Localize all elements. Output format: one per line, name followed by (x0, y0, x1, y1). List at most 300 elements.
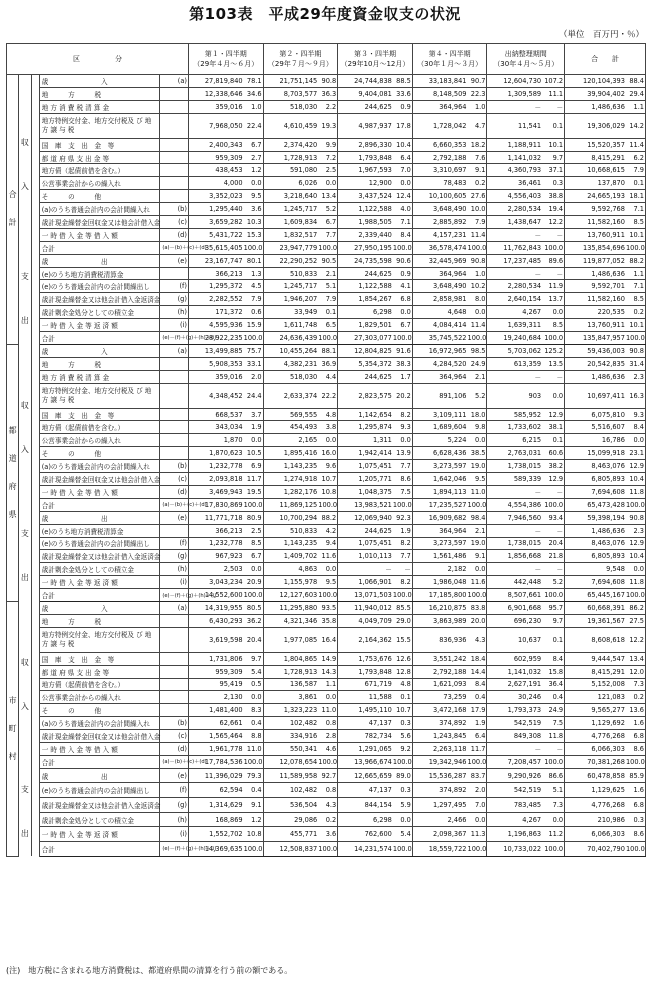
amount-cell: 4,554,386 (487, 498, 542, 511)
amount-cell: 1,297,495 (412, 798, 467, 813)
amount-cell: 959,309 (188, 151, 243, 164)
amount-cell: 6,026 (263, 177, 318, 190)
amount-cell: 10,668,615 (565, 164, 626, 177)
row-code: (b) (160, 203, 189, 216)
row-code: (e) (160, 511, 189, 524)
ratio-cell: 18.2 (468, 138, 487, 151)
amount-cell: 24,744,838 (338, 75, 393, 88)
amount-cell: 1,486,636 (565, 267, 626, 280)
amount-cell: 334,916 (263, 730, 318, 743)
amount-cell: 1,854,267 (338, 293, 393, 306)
ratio-cell: 1.6 (626, 783, 646, 798)
amount-cell: 14,552,600 (188, 589, 243, 602)
ratio-cell: 100.0 (393, 498, 412, 511)
ratio-cell: 100.0 (393, 241, 412, 254)
ratio-cell: 11.4 (468, 228, 487, 241)
amount-cell: － (487, 524, 542, 537)
ratio-cell: 10.5 (244, 447, 263, 460)
ratio-cell: 14.3 (318, 665, 337, 678)
amount-cell: 1,311 (338, 434, 393, 447)
header-line1: 第１・四半期 (204, 50, 247, 58)
amount-cell: 2,823,575 (338, 383, 393, 408)
unit-note: （単位 百万円・％） (558, 30, 644, 40)
amount-cell: 8,507,661 (487, 589, 542, 602)
table-row (7, 87, 646, 100)
ratio-cell: 11.6 (468, 576, 487, 589)
amount-cell: 1,689,604 (412, 421, 467, 434)
ratio-cell: 1.1 (626, 267, 646, 280)
header-line2: （29年７月～９月） (267, 60, 333, 68)
amount-cell: 210,986 (565, 812, 626, 827)
table-row (7, 473, 646, 486)
ratio-cell: 31.4 (626, 357, 646, 370)
amount-cell: 364,964 (412, 370, 467, 383)
ratio-cell: 27.6 (468, 190, 487, 203)
row-label (39, 601, 160, 614)
ratio-cell: 5.9 (393, 798, 412, 813)
ratio-cell: 2.0 (468, 783, 487, 798)
ratio-cell: 10.1 (542, 138, 565, 151)
amount-cell: 3,619,598 (188, 627, 243, 652)
row-label-text: 都 道 府 県 支 出 金 等 (41, 154, 110, 163)
amount-cell: 3,551,242 (412, 652, 467, 665)
amount-cell: 5,703,062 (487, 344, 542, 357)
group-brace (31, 511, 39, 601)
amount-cell: 16,972,965 (412, 344, 467, 357)
ratio-cell: 107.2 (542, 75, 565, 88)
section-label (7, 601, 19, 856)
amount-cell: 2,339,440 (338, 228, 393, 241)
amount-cell: 2,282,552 (188, 293, 243, 306)
row-code: (h) (160, 812, 189, 827)
amount-cell: 783,485 (487, 798, 542, 813)
row-label-text: 地 方 消 費 税 清 算 金 (41, 373, 110, 382)
row-label (39, 576, 160, 589)
ratio-cell: 36.3 (318, 87, 337, 100)
amount-cell: 70,402,790 (565, 842, 626, 857)
row-label-text: 一 時 借 入 金 等 借 入 額 (41, 745, 118, 754)
ratio-cell: 12.9 (626, 460, 646, 473)
row-label (39, 783, 160, 798)
table-row (7, 280, 646, 293)
ratio-cell: 100.0 (318, 498, 337, 511)
ratio-cell: 85.9 (626, 768, 646, 783)
ratio-cell: 0.5 (244, 678, 263, 691)
amount-cell: 102,482 (263, 717, 318, 730)
amount-cell: 8,463,076 (565, 460, 626, 473)
amount-cell: 2,098,367 (412, 827, 467, 842)
amount-cell: 5,908,353 (188, 357, 243, 370)
row-code: (e)－(f)＋(g)＋(h)＋(i) (160, 842, 189, 857)
ratio-cell: 2.1 (468, 370, 487, 383)
ratio-cell: 9.7 (542, 151, 565, 164)
row-label-text: (e)のうち普通会計内の会計間繰出し (41, 787, 150, 796)
amount-cell: 5,431,722 (188, 228, 243, 241)
ratio-cell: 125.2 (542, 344, 565, 357)
row-code: (g) (160, 550, 189, 563)
ratio-cell: 100.0 (318, 241, 337, 254)
row-code: (f) (160, 280, 189, 293)
amount-cell: 65,445,167 (565, 589, 626, 602)
header-line2: （30年１月～３月） (417, 60, 483, 68)
ratio-cell: 7.9 (318, 293, 337, 306)
ratio-cell: 0.2 (468, 177, 487, 190)
ratio-cell: 4.0 (393, 203, 412, 216)
row-label (39, 524, 160, 537)
ratio-cell: 2.5 (244, 524, 263, 537)
amount-cell: 510,833 (263, 267, 318, 280)
ratio-cell: 7.1 (626, 203, 646, 216)
ratio-cell: 5.6 (393, 730, 412, 743)
amount-cell: 3,310,697 (412, 164, 467, 177)
ratio-cell: 7.3 (626, 678, 646, 691)
amount-cell: － (487, 267, 542, 280)
row-label-text: 地 方 税 (41, 360, 102, 369)
row-label-text: (e)のうち普通会計内の会計間繰出し (41, 283, 150, 292)
table-row (7, 370, 646, 383)
ratio-cell: 7.7 (318, 228, 337, 241)
ratio-cell: 0.1 (542, 113, 565, 138)
amount-cell: 35,745,522 (412, 332, 467, 345)
table-row (7, 228, 646, 241)
row-code (160, 164, 189, 177)
amount-cell: 4,595,936 (188, 319, 243, 332)
ratio-cell: 93.5 (318, 601, 337, 614)
ratio-cell: 100.0 (542, 498, 565, 511)
ratio-cell: 100.0 (542, 332, 565, 345)
table-row (7, 485, 646, 498)
amount-cell: 2,633,374 (263, 383, 318, 408)
table-row (7, 75, 646, 88)
amount-cell: 1,143,235 (263, 537, 318, 550)
amount-cell: 12,078,654 (263, 755, 318, 768)
row-code (160, 614, 189, 627)
row-label (39, 241, 160, 254)
amount-cell: 14,319,955 (188, 601, 243, 614)
row-code: (c) (160, 216, 189, 229)
amount-cell: 4,987,937 (338, 113, 393, 138)
ratio-cell: － (542, 485, 565, 498)
ratio-cell: 18.4 (468, 652, 487, 665)
row-label (39, 812, 160, 827)
row-label-text: (a)のうち普通会計内の会計間繰入れ (41, 720, 150, 729)
amount-cell: 1,733,602 (487, 421, 542, 434)
amount-cell: 1,243,845 (412, 730, 467, 743)
amount-cell: 836,936 (412, 627, 467, 652)
ratio-cell: 5.4 (393, 827, 412, 842)
ratio-cell: 20.4 (244, 627, 263, 652)
amount-cell: 10,100,605 (412, 190, 467, 203)
amount-cell: 6,805,893 (565, 473, 626, 486)
row-label-text: 歳 入 (41, 77, 108, 86)
ratio-cell: 0.0 (468, 434, 487, 447)
ratio-cell: 27.5 (626, 614, 646, 627)
row-label-text: 公営事業会計からの繰入れ (41, 694, 121, 703)
ratio-cell: 100.0 (318, 842, 337, 857)
ratio-cell: 1.9 (468, 717, 487, 730)
row-code: (c) (160, 730, 189, 743)
ratio-cell: 100.0 (393, 842, 412, 857)
table-row (7, 563, 646, 576)
row-label (39, 319, 160, 332)
amount-cell: 21,751,145 (263, 75, 318, 88)
ratio-cell: 8.4 (542, 652, 565, 665)
table-row (7, 151, 646, 164)
row-code (160, 267, 189, 280)
amount-cell: 359,016 (188, 100, 243, 113)
ratio-cell: 11.3 (468, 827, 487, 842)
ratio-cell: 100.0 (393, 589, 412, 602)
ratio-cell: 13.7 (542, 293, 565, 306)
amount-cell: 1,309,589 (487, 87, 542, 100)
amount-cell: 65,473,428 (565, 498, 626, 511)
amount-cell: 11,940,012 (338, 601, 393, 614)
ratio-cell: 0.3 (393, 783, 412, 798)
amount-cell: 1,961,778 (188, 742, 243, 755)
ratio-cell: 20.0 (468, 614, 487, 627)
amount-cell: 1,295,440 (188, 203, 243, 216)
ratio-cell: 11.4 (468, 319, 487, 332)
ratio-cell: 9.5 (318, 576, 337, 589)
ratio-cell: 92.7 (318, 768, 337, 783)
amount-cell: 591,080 (263, 164, 318, 177)
ratio-cell: 0.2 (318, 812, 337, 827)
table-row (7, 408, 646, 421)
amount-cell: 1,314,629 (188, 798, 243, 813)
group-brace (31, 254, 39, 344)
ratio-cell: 90.5 (318, 254, 337, 267)
ratio-cell: 9.6 (318, 460, 337, 473)
ratio-cell: 8.5 (244, 537, 263, 550)
row-label-text: 歳 出 (41, 772, 108, 781)
footnote: (注) 地方税に含まれる地方消費税は、都道府県間の清算を行う前の額である。 (6, 966, 293, 975)
amount-cell: 60,668,391 (565, 601, 626, 614)
amount-cell: 13,966,674 (338, 755, 393, 768)
amount-cell: 59,398,194 (565, 511, 626, 524)
row-label (39, 742, 160, 755)
ratio-cell: 13.9 (393, 447, 412, 460)
group-name: 支出 (20, 529, 29, 583)
ratio-cell: 11.7 (244, 473, 263, 486)
ratio-cell: 1.2 (244, 164, 263, 177)
row-label-text: 合計 (41, 501, 55, 510)
table-row (7, 717, 646, 730)
row-code (160, 691, 189, 704)
ratio-cell: 2.3 (626, 524, 646, 537)
ratio-cell: 100.0 (468, 498, 487, 511)
amount-cell: 2,763,031 (487, 447, 542, 460)
amount-cell: 1,561,486 (412, 550, 467, 563)
ratio-cell: 100.0 (542, 241, 565, 254)
ratio-cell: 5.1 (542, 783, 565, 798)
amount-cell: 6,660,353 (412, 138, 467, 151)
amount-cell: 2,093,818 (188, 473, 243, 486)
ratio-cell: 20.4 (542, 537, 565, 550)
ratio-cell: 0.1 (318, 306, 337, 319)
amount-cell: 11,582,160 (565, 216, 626, 229)
ratio-cell: 88.4 (626, 75, 646, 88)
row-label (39, 768, 160, 783)
ratio-cell: 8.5 (542, 319, 565, 332)
ratio-cell: 0.2 (626, 306, 646, 319)
amount-cell: 1,728,042 (412, 113, 467, 138)
ratio-cell: 1.1 (626, 100, 646, 113)
ratio-cell: 7.5 (542, 717, 565, 730)
amount-cell: 9,592,768 (565, 203, 626, 216)
ratio-cell: 10.4 (626, 473, 646, 486)
ratio-cell: 7.0 (393, 164, 412, 177)
amount-cell: 12,604,730 (487, 75, 542, 88)
row-label (39, 177, 160, 190)
amount-cell: 1,639,311 (487, 319, 542, 332)
table-row (7, 665, 646, 678)
amount-cell: 1,274,918 (263, 473, 318, 486)
amount-cell: 364,964 (412, 524, 467, 537)
amount-cell: 844,154 (338, 798, 393, 813)
amount-cell: 5,152,008 (565, 678, 626, 691)
group-label (19, 75, 31, 255)
amount-cell: 35,615,405 (188, 241, 243, 254)
row-label (39, 344, 160, 357)
ratio-cell: 0.1 (626, 177, 646, 190)
ratio-cell: 80.5 (244, 601, 263, 614)
ratio-cell: 10.8 (244, 827, 263, 842)
ratio-cell: 9.4 (318, 537, 337, 550)
amount-cell: 4,382,231 (263, 357, 318, 370)
amount-cell: 2,374,420 (263, 138, 318, 151)
amount-cell: 3,648,490 (412, 280, 467, 293)
amount-cell: 33,949 (263, 306, 318, 319)
ratio-cell: 4.4 (318, 370, 337, 383)
amount-cell: 18,559,722 (412, 842, 467, 857)
total-row (7, 332, 646, 345)
ratio-cell: 90.8 (626, 511, 646, 524)
row-label (39, 267, 160, 280)
ratio-cell: 12.8 (393, 665, 412, 678)
ratio-cell: 100.0 (318, 332, 337, 345)
amount-cell: 1,245,717 (263, 203, 318, 216)
total-row (7, 755, 646, 768)
ratio-cell: 89.0 (393, 768, 412, 783)
amount-cell: 1,409,702 (263, 550, 318, 563)
amount-cell: 12,804,825 (338, 344, 393, 357)
row-label (39, 357, 160, 370)
amount-cell: 19,240,684 (487, 332, 542, 345)
ratio-cell: 4.1 (393, 280, 412, 293)
amount-cell: 11,295,880 (263, 601, 318, 614)
amount-cell: 903 (487, 383, 542, 408)
ratio-cell: 100.0 (318, 755, 337, 768)
amount-cell: 4,776,268 (565, 798, 626, 813)
ratio-cell: 19.0 (468, 460, 487, 473)
ratio-cell: 1.9 (393, 524, 412, 537)
amount-cell: 24,636,439 (263, 332, 318, 345)
amount-cell: 10,733,022 (487, 842, 542, 857)
amount-cell: 2,792,188 (412, 665, 467, 678)
row-code: (d) (160, 742, 189, 755)
row-label-text: 一 時 借 入 金 等 借 入 額 (41, 488, 118, 497)
amount-cell: 1,295,874 (338, 421, 393, 434)
ratio-cell: 15.9 (244, 319, 263, 332)
amount-cell: 12,127,603 (263, 589, 318, 602)
row-label (39, 704, 160, 717)
table-row (7, 783, 646, 798)
amount-cell: 1,291,065 (338, 742, 393, 755)
ratio-cell: 7.3 (542, 798, 565, 813)
amount-cell: 2,885,892 (412, 216, 467, 229)
row-label (39, 228, 160, 241)
header-period-settlement (487, 44, 565, 75)
amount-cell: 244,625 (338, 267, 393, 280)
ratio-cell: 22.4 (244, 113, 263, 138)
header-line1: 第２・四半期 (279, 50, 322, 58)
amount-cell: 1,323,223 (263, 704, 318, 717)
ratio-cell: 1.0 (244, 100, 263, 113)
ratio-cell: 12.0 (626, 665, 646, 678)
group-brace (31, 75, 39, 255)
row-label (39, 306, 160, 319)
ratio-cell: － (542, 370, 565, 383)
ratio-cell: 6.7 (244, 138, 263, 151)
amount-cell: 1,728,913 (263, 151, 318, 164)
amount-cell: 17,830,869 (188, 498, 243, 511)
ratio-cell: 21.8 (542, 550, 565, 563)
amount-cell: 8,415,291 (565, 151, 626, 164)
table-row (7, 357, 646, 370)
amount-cell: 585,952 (487, 408, 542, 421)
row-label (39, 798, 160, 813)
ratio-cell: 24.9 (468, 357, 487, 370)
amount-cell: 1,870,623 (188, 447, 243, 460)
amount-cell: 1,829,501 (338, 319, 393, 332)
amount-cell: 1,565,464 (188, 730, 243, 743)
ratio-cell: 7.0 (468, 798, 487, 813)
amount-cell: 7,968,050 (188, 113, 243, 138)
amount-cell: 891,106 (412, 383, 467, 408)
ratio-cell: 7.9 (244, 293, 263, 306)
ratio-cell: 38.3 (393, 357, 412, 370)
ratio-cell: 9.7 (244, 652, 263, 665)
section-name: 合計 (8, 190, 17, 228)
ratio-cell: 8.4 (626, 421, 646, 434)
ratio-cell: 100.0 (542, 755, 565, 768)
amount-cell: 135,854,696 (565, 241, 626, 254)
amount-cell: 1,196,863 (487, 827, 542, 842)
amount-cell: 1,486,636 (565, 370, 626, 383)
amount-cell: 3,352,023 (188, 190, 243, 203)
ratio-cell: 13.6 (626, 704, 646, 717)
amount-cell: 2,466 (412, 812, 467, 827)
row-label (39, 138, 160, 151)
row-label (39, 434, 160, 447)
amount-cell: 1,753,676 (338, 652, 393, 665)
ratio-cell: 10.7 (318, 473, 337, 486)
header-category: 区 分 (7, 44, 189, 75)
ratio-cell: 6.8 (626, 730, 646, 743)
amount-cell: 518,030 (263, 100, 318, 113)
row-label-text: 合計 (41, 845, 55, 854)
ratio-cell: 15.8 (542, 665, 565, 678)
amount-cell: 7,694,608 (565, 576, 626, 589)
amount-cell: 13,499,885 (188, 344, 243, 357)
ratio-cell: 11.1 (542, 87, 565, 100)
amount-cell: 17,784,536 (188, 755, 243, 768)
ratio-cell: 88.2 (626, 254, 646, 267)
amount-cell: 17,185,800 (412, 589, 467, 602)
ratio-cell: 83.8 (468, 601, 487, 614)
amount-cell: 1,621,093 (412, 678, 467, 691)
ratio-cell: 24.9 (542, 704, 565, 717)
